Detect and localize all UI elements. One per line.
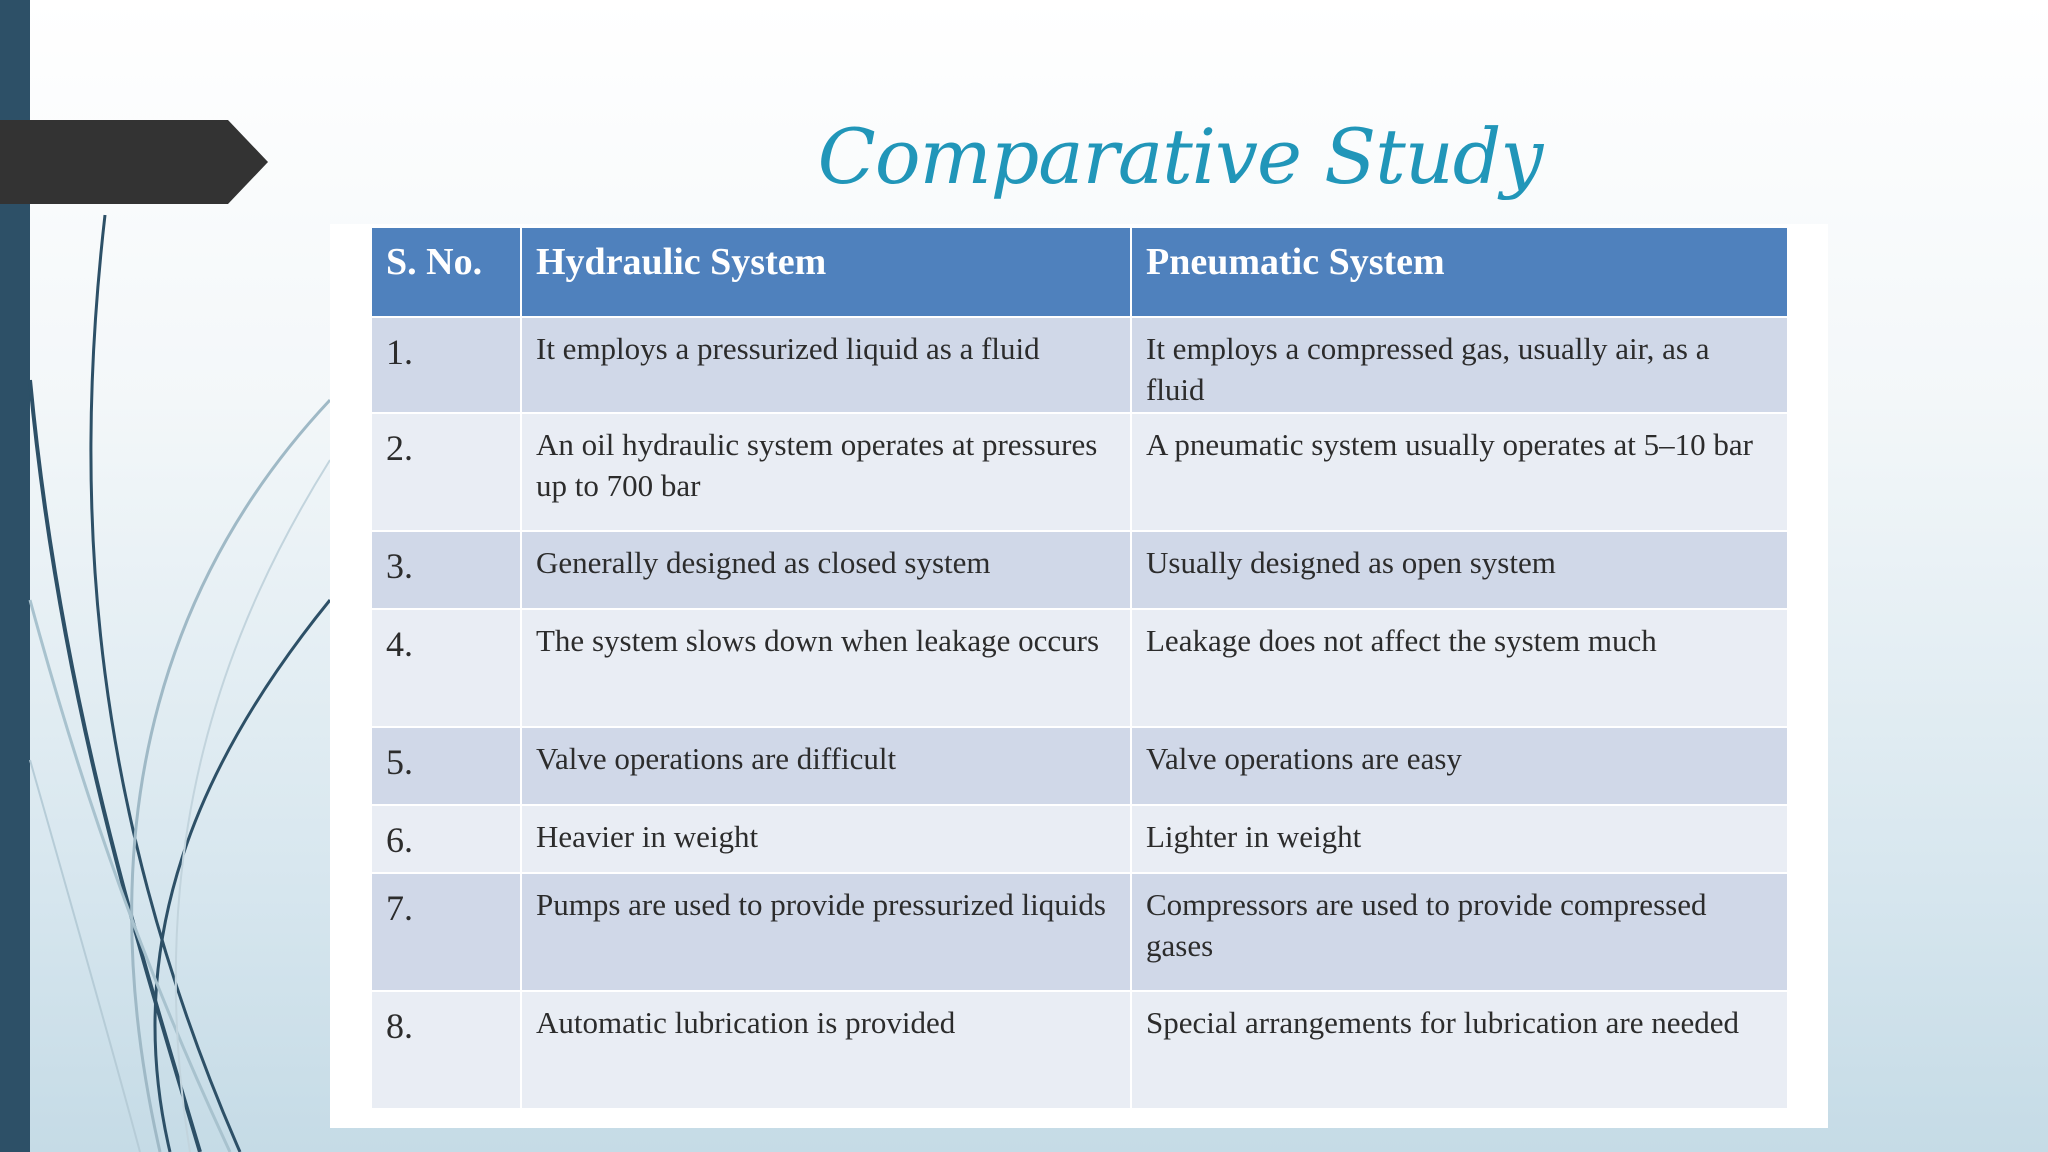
cell-pneumatic: It employs a compressed gas, usually air, as a fluid bbox=[1131, 317, 1788, 413]
cell-hydraulic: Heavier in weight bbox=[521, 805, 1131, 873]
header-sno: S. No. bbox=[371, 227, 521, 317]
cell-pneumatic: A pneumatic system usually operates at 5–10 bar bbox=[1131, 413, 1788, 531]
header-hydraulic: Hydraulic System bbox=[521, 227, 1131, 317]
cell-sno: 3. bbox=[371, 531, 521, 609]
cell-pneumatic: Usually designed as open system bbox=[1131, 531, 1788, 609]
cell-sno: 7. bbox=[371, 873, 521, 991]
cell-sno: 4. bbox=[371, 609, 521, 727]
table-row bbox=[371, 531, 1788, 609]
cell-hydraulic: It employs a pressurized liquid as a fluid bbox=[521, 317, 1131, 413]
cell-pneumatic: Valve operations are easy bbox=[1131, 727, 1788, 805]
cell-pneumatic: Compressors are used to provide compressed gases bbox=[1131, 873, 1788, 991]
table-row bbox=[371, 805, 1788, 873]
cell-sno: 5. bbox=[371, 727, 521, 805]
table-header-row bbox=[371, 227, 1788, 317]
cell-hydraulic: Pumps are used to provide pressurized liquids bbox=[521, 873, 1131, 991]
table-row bbox=[371, 991, 1788, 1109]
table-row bbox=[371, 317, 1788, 413]
comparison-table bbox=[370, 226, 1789, 1110]
header-pneumatic: Pneumatic System bbox=[1131, 227, 1788, 317]
cell-hydraulic: The system slows down when leakage occurs bbox=[521, 609, 1131, 727]
slide-title: Comparative Study bbox=[817, 112, 1543, 201]
table-row bbox=[371, 609, 1788, 727]
cell-pneumatic: Special arrangements for lubrication are needed bbox=[1131, 991, 1788, 1109]
cell-sno: 6. bbox=[371, 805, 521, 873]
cell-sno: 1. bbox=[371, 317, 521, 413]
cell-pneumatic: Leakage does not affect the system much bbox=[1131, 609, 1788, 727]
comparison-table-image bbox=[330, 224, 1828, 1128]
table-row bbox=[371, 873, 1788, 991]
cell-sno: 2. bbox=[371, 413, 521, 531]
cell-hydraulic: Valve operations are difficult bbox=[521, 727, 1131, 805]
table-row bbox=[371, 727, 1788, 805]
arrow-tab-shape bbox=[0, 120, 270, 204]
cell-hydraulic: Generally designed as closed system bbox=[521, 531, 1131, 609]
table-row bbox=[371, 413, 1788, 531]
cell-sno: 8. bbox=[371, 991, 521, 1109]
cell-pneumatic: Lighter in weight bbox=[1131, 805, 1788, 873]
cell-hydraulic: Automatic lubrication is provided bbox=[521, 991, 1131, 1109]
cell-hydraulic: An oil hydraulic system operates at pressures up to 700 bar bbox=[521, 413, 1131, 531]
